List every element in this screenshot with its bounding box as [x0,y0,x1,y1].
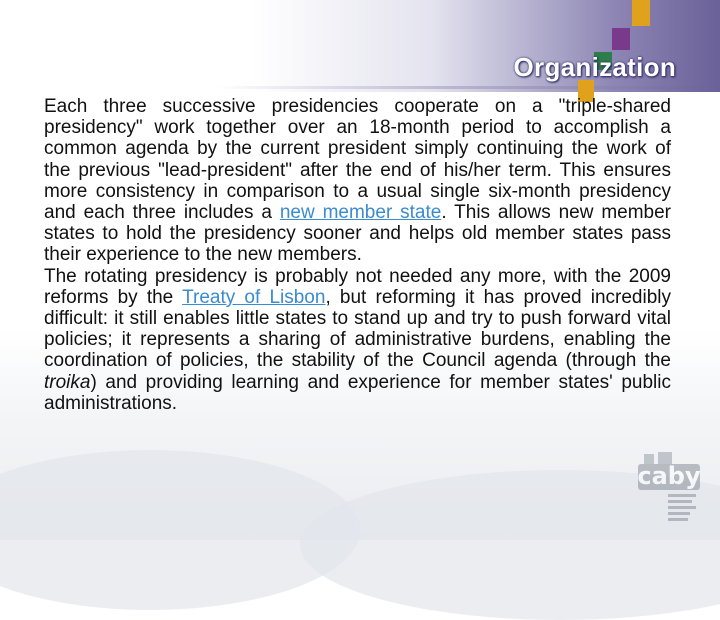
paragraph-text: , but reforming it has proved incredibly difficult: it still enables little states to stand up and try to push forward vital policies; it represents a sharing of administrative burdens, enabling the coordination of policies, the stability of the Council agenda (through the [44,286,671,372]
treaty-of-lisbon-link[interactable]: Treaty of Lisbon [182,286,326,308]
paragraph-text: . This allows new member states to hold the presidency sooner and helps old member states pass their experience to the new members. [44,202,671,266]
paragraph-triple-presidency [44,96,671,266]
paragraph-text: ) and providing learning and experience for member states' public administrations. [44,371,671,414]
paragraph-rotating-presidency [44,266,671,414]
logo-wordmark: caby [638,462,700,490]
caby-logo-graphic [638,452,700,524]
logo-caption-line [668,500,692,503]
logo-caption-line [668,518,688,521]
logo-caption-line [668,512,690,515]
decorative-square-purple [612,28,630,50]
paragraph-text: Each three successive presidencies cooperate on a "triple-shared presidency" work together over an 18-month period to accomplish a common agenda by the current president simply continuing the work of the previous "lead-president" after the end of his/her term. This ensures more consistency in comparison to a usual single six-month presidency and each three includes a [44,96,671,224]
troika-emphasis: troika [44,371,91,393]
slide-title: Organization [513,52,676,82]
paragraph-text: The rotating presidency is probably not needed any more, with the 2009 reforms by the [44,265,671,308]
decorative-square-gold [632,0,650,26]
caby-logo [638,452,700,524]
new-member-state-link[interactable]: new member state [279,202,442,224]
slide-body [44,96,671,414]
header-divider [0,86,720,89]
logo-caption-line [668,494,696,497]
logo-caption-line [668,506,696,509]
slide-header [0,0,720,92]
